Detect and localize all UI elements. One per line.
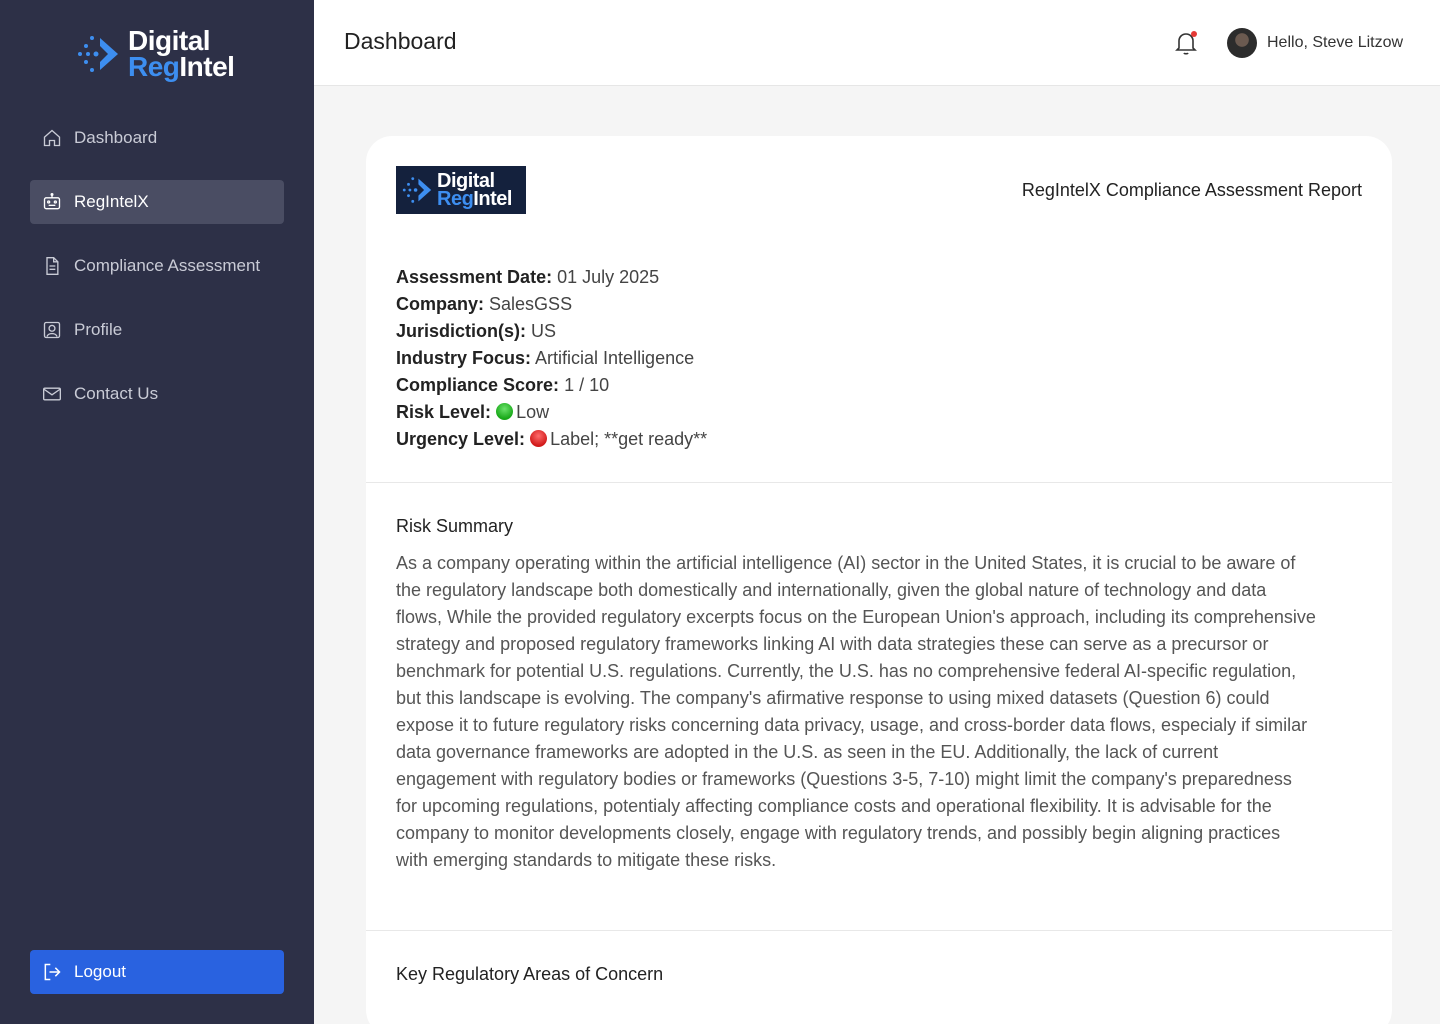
avatar[interactable] — [1227, 28, 1257, 58]
urgency-level-row — [396, 426, 707, 453]
top-header — [314, 0, 1440, 86]
notification-button[interactable] — [1174, 30, 1198, 56]
brand-line2-intel: Intel — [179, 51, 235, 82]
sidebar-item-regintelx[interactable] — [30, 180, 284, 224]
brand-line2-reg: Reg — [437, 188, 474, 210]
home-icon — [42, 128, 62, 148]
sidebar-item-label: Contact Us — [74, 384, 159, 403]
arrow-logo-icon — [400, 173, 434, 207]
profile-icon — [42, 320, 62, 340]
risk-level-row — [396, 399, 707, 426]
risk-summary-text: As a company operating within the artificial intelligence (AI) sector in the United States, it is crucial to be aware of the regulatory landscape both domestically and internationally, given the global nature of technology and data flows, While the provided regulatory excerpts focus on the European Union's approach, including its comprehensive strategy and proposed regulatory frameworks linking AI with data strategies these can serve as a precursor or benchmark for potential U.S. regulations. Currently, the U.S. has no comprehensive federal AI-specific regulation, but this landscape is evolving. The company's afirmative response to using mixed datasets (Question 6) could expose it to future regulatory risks concerning data privacy, usage, and cross-border data flows, especialy if similar data governance frameworks are adopted in the U.S. as seen in the EU. Additionally, the lack of current engagement with regulatory bodies or frameworks (Questions 3-5, 7-10) might limit the company's preparedness for upcoming regulations, potentialy affecting compliance costs and operational flexibility. It is advisable for the company to monitor developments closely, engage with regulatory trends, and possibly begin aligning practices with emerging standards to mitigate these risks. — [396, 553, 1316, 870]
robot-icon — [42, 192, 62, 212]
brand-line2-intel: Intel — [473, 188, 512, 210]
brand-line1: Digital — [128, 25, 211, 56]
page-title: Dashboard — [344, 28, 457, 54]
user-greeting[interactable]: Hello, Steve Litzow — [1267, 34, 1404, 51]
report-logo — [396, 166, 526, 214]
assessment-date-row — [396, 264, 707, 291]
field-label: Company: — [396, 294, 485, 314]
logout-button[interactable] — [30, 950, 284, 994]
sidebar-item-label: Dashboard — [74, 128, 158, 147]
field-label: Industry Focus: — [396, 348, 532, 368]
field-value: US — [531, 321, 557, 341]
brand-line2-reg: Reg — [128, 51, 180, 82]
notification-dot — [1191, 31, 1197, 37]
compliance-score-row — [396, 372, 707, 399]
field-value: 01 July 2025 — [557, 267, 660, 287]
section-divider — [366, 930, 1392, 931]
sidebar-item-profile[interactable] — [30, 308, 284, 352]
jurisdiction-row — [396, 318, 707, 345]
sidebar-nav — [30, 116, 284, 436]
field-value: 1 / 10 — [564, 375, 610, 395]
sidebar — [0, 0, 314, 1024]
sidebar-item-compliance-assessment[interactable] — [30, 244, 284, 288]
report-card — [366, 136, 1392, 1024]
section-divider — [366, 482, 1392, 483]
company-row — [396, 291, 707, 318]
logout-label: Logout — [74, 962, 126, 981]
document-icon — [42, 256, 62, 276]
industry-focus-row — [396, 345, 707, 372]
report-title: RegIntelX Compliance Assessment Report — [1021, 180, 1362, 200]
sidebar-item-dashboard[interactable] — [30, 116, 284, 160]
field-value: SalesGSS — [489, 294, 573, 314]
risk-summary-title: Risk Summary — [396, 516, 514, 536]
sidebar-item-label: RegIntelX — [74, 192, 149, 211]
brand-logo[interactable] — [74, 25, 235, 82]
logout-icon — [42, 962, 62, 982]
key-areas-title: Key Regulatory Areas of Concern — [396, 964, 664, 984]
sidebar-item-label: Profile — [74, 320, 123, 339]
sidebar-item-contact-us[interactable] — [30, 372, 284, 416]
sidebar-item-label: Compliance Assessment — [74, 256, 261, 275]
field-label: Urgency Level: — [396, 429, 526, 449]
mail-icon — [42, 384, 62, 404]
assessment-details — [396, 264, 707, 453]
field-value: Low — [516, 402, 550, 422]
field-value: Label; **get ready** — [550, 429, 708, 449]
brand-line1: Digital — [437, 170, 495, 192]
arrow-logo-icon — [74, 32, 122, 76]
field-label: Assessment Date: — [396, 267, 553, 287]
field-value: Artificial Intelligence — [535, 348, 695, 368]
red-circle-icon — [530, 430, 547, 447]
field-label: Jurisdiction(s): — [396, 321, 527, 341]
field-label: Risk Level: — [396, 402, 492, 422]
field-label: Compliance Score: — [396, 375, 560, 395]
green-circle-icon — [496, 403, 513, 420]
